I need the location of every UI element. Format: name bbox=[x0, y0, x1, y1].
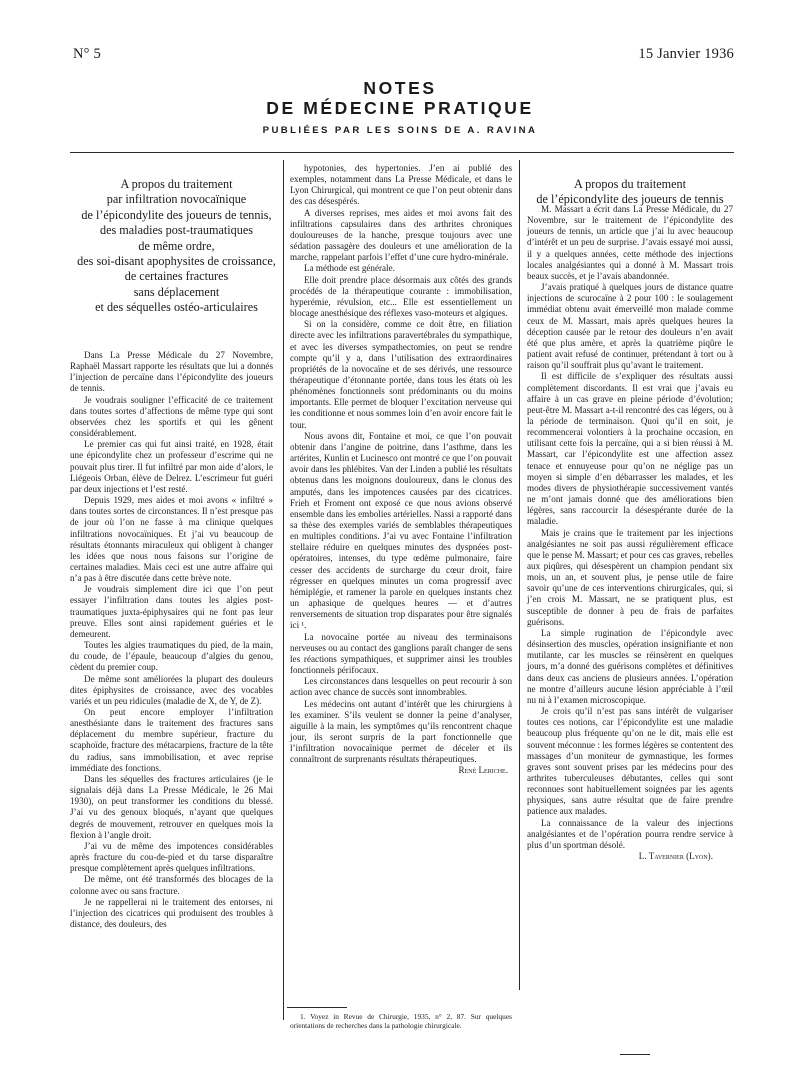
paragraph: La novocaïne portée au niveau des terminaisons nerveuses ou au contact des ganglions paraît changer de sens les réactions sympathiques, et supprimer ainsi les troubles fonctionnels périfocaux. bbox=[290, 631, 512, 676]
paragraph: Les circonstances dans lesquelles on peut recourir à son action avec chance de succès sont innombrables. bbox=[290, 676, 512, 698]
article1-column-2 bbox=[290, 163, 512, 777]
article1-title-line: de même ordre, bbox=[138, 238, 215, 253]
article2-title-line: A propos du traitement bbox=[573, 177, 687, 191]
footnote bbox=[290, 1012, 512, 1030]
paragraph: Le premier cas qui fut ainsi traité, en 1928, était une épicondylite chez un professeur d’escrime qui ne pouvait plus tirer. Il fut infiltré par mon aide d’alors, le Liégeois Orban, élève de Delrez. L’escrimeur fut guéri par deux injections et l’est resté. bbox=[70, 439, 273, 494]
author-signature: René Leriche. bbox=[458, 765, 508, 776]
paragraph: Si on la considère, comme ce doit être, en filiation directe avec les infiltrations paravertébrales du sympathique, et avec les diverses sympathectomies, on peut se rendre compte qu’il y a, dans l’utilisation des extraordinaires propriétés de la novocaïne et de ses dérivés, une ressource thérapeutique d’étonnante portée, dans tous les états où les phénomènes fonctionnels sont prédominants ou du moins importants. Elle permet de bloquer l’excitation nerveuse qui les conditionne et nous sommes loin d’en avoir encore fait le tour. bbox=[290, 319, 512, 430]
paragraph: Je ne rappellerai ni le traitement des entorses, ni l’injection des cicatrices qui produisent des troubles à distance, des douleurs, des bbox=[70, 896, 273, 929]
issue-date: 15 Janvier 1936 bbox=[638, 46, 734, 62]
article1-column-1 bbox=[70, 350, 273, 930]
paragraph: J’ai vu de même des impotences considérables après fracture du cou-de-pied et du tarse disparaître presque complètement après quelques infiltrations. bbox=[70, 840, 273, 874]
paragraph: Je voudrais souligner l’efficacité de ce traitement dans toutes sortes d’affections de même type qui sont observées chez les sportifs et qui les gênent considérablement. bbox=[70, 394, 273, 439]
paragraph: De même, ont été transformés des blocages de la colonne avec ou sans fracture. bbox=[70, 874, 273, 896]
paragraph: Je crois qu’il n’est pas sans intérêt de vulgariser toutes ces notions, car l’épicondylite est une maladie beaucoup plus fréquente qu’on ne le dit, mais elle est souvent méconnue : les formes légères se contentent des massages d’un moniteur de gymnastique, les formes graves sont souvent prises par les médecins pour des arthrites tuberculeuses débutantes, celles qui sont reconnues sont habituellement soignées par les agents physiques, sans autre résultat que de faire prendre patience aux malades. bbox=[527, 706, 733, 817]
paragraph: Toutes les algies traumatiques du pied, de la main, du coude, de l’épaule, beaucoup d’algies du genou, cèdent du premier coup. bbox=[70, 640, 273, 673]
paragraph: On peut encore employer l’infiltration anesthésiante dans le traitement des fractures sans déplacement du membre supérieur, fracture du scaphoïde, fracture des métacarpiens, fracture de la tête du radius, sans immobilisation, et avec reprise immédiate des fonctions. bbox=[70, 707, 273, 773]
paragraph: Il est difficile de s’expliquer des résultats aussi complètement discordants. Il est vrai que j’avais eu affaire à un cas grave en pleine période d’évolution; peut-être M. Massart a-t-il rencontré des cas légers, ou à la période de terminaison. Quoi qu’il en soit, je recommencerai volontiers à la prochaine occasion, en utilisant cette fois la percaïne, qui a si bien réussi à M. Massart, car l’épicondylite est une affection assez tenace et ennuyeuse pour qu’on ne néglige pas un moyen si simple d’en débarrasser les malades, et les modes divers de physiothérapie successivement vantés ne m’ont jamais donné que des améliorations bien légères, sans raccourcir la désespérante durée de la maladie. bbox=[527, 371, 733, 527]
paragraph: La connaissance de la valeur des injections analgésiantes et de l’opération pourra rendre service à plus d’un sportman désolé. bbox=[527, 817, 733, 850]
article1-title-line: et des séquelles ostéo-articulaires bbox=[95, 300, 258, 315]
paragraph: Elle doit prendre place désormais aux côtés des grands procédés de la thérapeutique courante : immobilisation, hyperémie, révulsion, etc... Elle est essentiellement un blocage anesthésique des réflexes vaso-moteurs et algiques. bbox=[290, 274, 512, 319]
masthead-title: NOTES bbox=[363, 78, 437, 98]
column-divider-right bbox=[519, 160, 520, 990]
article1-title-line: des maladies post-traumatiques bbox=[100, 223, 253, 238]
article1-title-line: par infiltration novocaïnique bbox=[106, 192, 247, 207]
paragraph: Depuis 1929, mes aides et moi avons « infiltré » dans toutes sortes de circonstances. Il n’est presque pas de jour où l’on ne fasse à ma clinique quelques infiltrations novocaïniques. Et j’ai vu beaucoup de résultats étonnants miraculeux qui obligent à changer les idées que nous nous faisons sur l’origine de certaines maladies. Mais ceci est une autre affaire qui n’a pas à être discutée dans cette brève note. bbox=[70, 495, 273, 584]
paragraph: Mais je crains que le traitement par les injections analgésiantes ne soit pas aussi régulièrement efficace que le pense M. Massart; et pour ces cas graves, rebelles aux piqûres, qui désespèrent un champion pendant six mois, un an, et souvent plus, je pense utile de faire savoir qu’une de ces interventions chirurgicales, qui, si j’en crois M. Massart, ne se pratiquent plus, est susceptible de donner à peu de frais de parfaites guérisons. bbox=[527, 527, 733, 627]
author-signature: L. Tavernier (Lyon). bbox=[638, 851, 713, 862]
article2-column bbox=[527, 204, 733, 862]
paragraph: Dans les séquelles des fractures articulaires (je le signalais déjà dans La Presse Médicale, le 26 Mai 1930), on peut transformer les conditions du blessé. J’ai vu des genoux bloqués, n’ayant que quelques degrés de mouvement, retrouver en quelques mois la flexion à l’angle droit. bbox=[70, 773, 273, 840]
paragraph: Je voudrais simplement dire ici que l’on peut essayer l’infiltration dans toutes les algies post-traumatiques juxta-épiphysaires qui ne font pas leur preuve. Elles sont ainsi rapidement guéries et le demeurent. bbox=[70, 584, 273, 639]
masthead-editor: PUBLIÉES PAR LES SOINS DE A. RAVINA bbox=[262, 125, 538, 136]
paragraph: La méthode est générale. bbox=[304, 263, 395, 274]
article1-title-line: de certaines fractures bbox=[124, 269, 229, 284]
article1-title-line: A propos du traitement bbox=[120, 177, 233, 191]
article1-title bbox=[70, 177, 283, 316]
paragraph: A diverses reprises, mes aides et moi avons fait des infiltrations capsulaires dans des arthrites chroniques douloureuses de la hanche, presque toujours avec une sédation passagère des douleurs et une amélioration de la marche, rappelant parfois l’effet d’une cure hydro-minérale. bbox=[290, 207, 512, 263]
paragraph: M. Massart a écrit dans La Presse Médicale, du 27 Novembre, sur le traitement de l’épicondylite des joueurs de tennis, un article que j’ai lu avec beaucoup d’intérêt et un peu de surprise. J’avais essayé moi aussi, il y a quelques années, cette méthode des injections locales analgésiantes qui a donné à M. Massart trois beaux succès, et je l’avais abandonnée. bbox=[527, 204, 733, 281]
article2-title-line: de l’épicondylite des joueurs de tennis bbox=[536, 192, 724, 207]
article1-title-line: des soi-disant apophysites de croissance, bbox=[77, 254, 276, 269]
paragraph: La simple rugination de l’épicondyle avec désinsertion des muscles, opération insignifiante et non mutilante, car les muscles se réinsèrent en quelques jours, m’a donné des guérisons complètes et définitives dans deux cas anciens de plusieurs années. L’opération ne montre d’ailleurs aucune lésion appréciable à l’œil nu ni à l’examen microscopique. bbox=[527, 627, 733, 705]
end-rule bbox=[620, 1054, 650, 1055]
masthead-subtitle: DE MÉDECINE PRATIQUE bbox=[266, 98, 534, 118]
issue-number: N° 5 bbox=[73, 46, 101, 62]
paragraph: Dans La Presse Médicale du 27 Novembre, Raphaël Massart rapporte les résultats que lui a donnés l’injection de percaïne dans l’épicondylite des joueurs de tennis. bbox=[70, 350, 273, 394]
footnote-text: 1. Voyez in Revue de Chirurgie, 1935, n° 2, 87. Sur quelques orientations de recherches dans la pathologie chirurgicale. bbox=[290, 1012, 512, 1031]
paragraph: Nous avons dit, Fontaine et moi, ce que l’on pouvait obtenir dans l’angine de poitrine, dans l’asthme, dans les artérites, Kunlin et Lucinesco ont montré ce que l’on pouvait avoir dans les phlébites. Van der Linden a publié les résultats obtenus dans les moignons douloureux, dans le clonus des amputés, dans les impotences causées par des cicatrices. Frieh et Froment ont exposé ce que nous avions observé ensemble dans les embolies artérielles. Nassi a rapporté dans sa thèse des exemples variés de semblables thérapeutiques en multiples conditions. J’ai vu avec Fontaine l’infiltration stellaire réduire en quelques minutes des dyspnées post-opératoires, intenses, du type œdème pulmonaire, faire cesser des accidents de surcharge du cœur droit, faire régresser en quelques minutes un coma progressif avec hémiplégie, et ramener la parole en quelques instants chez un aphasique de quelques heures — et d’autres renversements de situation trop disparates pour être signalés ici ¹. bbox=[290, 430, 512, 631]
column-divider-left bbox=[283, 160, 284, 1020]
paragraph: De même sont améliorées la plupart des douleurs dites épiphysites de croissance, avec des vocables variés et un peu ridicules (maladie de X, de Y, de Z). bbox=[70, 673, 273, 706]
article1-title-line: de l’épicondylite des joueurs de tennis, bbox=[81, 207, 272, 222]
header-rule bbox=[70, 152, 734, 153]
paragraph: J’avais pratiqué à quelques jours de distance quatre injections de scurocaïne à 2 pour 100 : le soulagement immédiat obtenu avait émerveillé mon malade comme ceux de M. Massart, mais après quelques heures la déception causée par le retour des douleurs n’en avait été que plus amère, et après la quatrième piqûre le patient avait refusé de continuer, prétendant à tort ou à raison qu’il souffrait plus qu’avant le traitement. bbox=[527, 282, 733, 371]
footnote-rule bbox=[287, 1007, 347, 1008]
article1-title-line: sans déplacement bbox=[133, 284, 220, 299]
paragraph: Les médecins ont autant d’intérêt que les chirurgiens à les examiner. S’ils veulent se donner la peine d’analyser, aiguille à la main, les symptômes qu’ils rencontrent chaque jour, ils seront surpris de la part fonctionnelle que l’infiltration novocaïnique permet de déceler et ils connaîtront de surprenants résultats thérapeutiques. bbox=[290, 698, 512, 765]
paragraph: hypotonies, des hypertonies. J’en ai publié des exemples, notamment dans La Presse Médicale, et dans le Lyon Chirurgical, qui montrent ce que l’on peut obtenir dans des cas désespérés. bbox=[290, 163, 512, 207]
